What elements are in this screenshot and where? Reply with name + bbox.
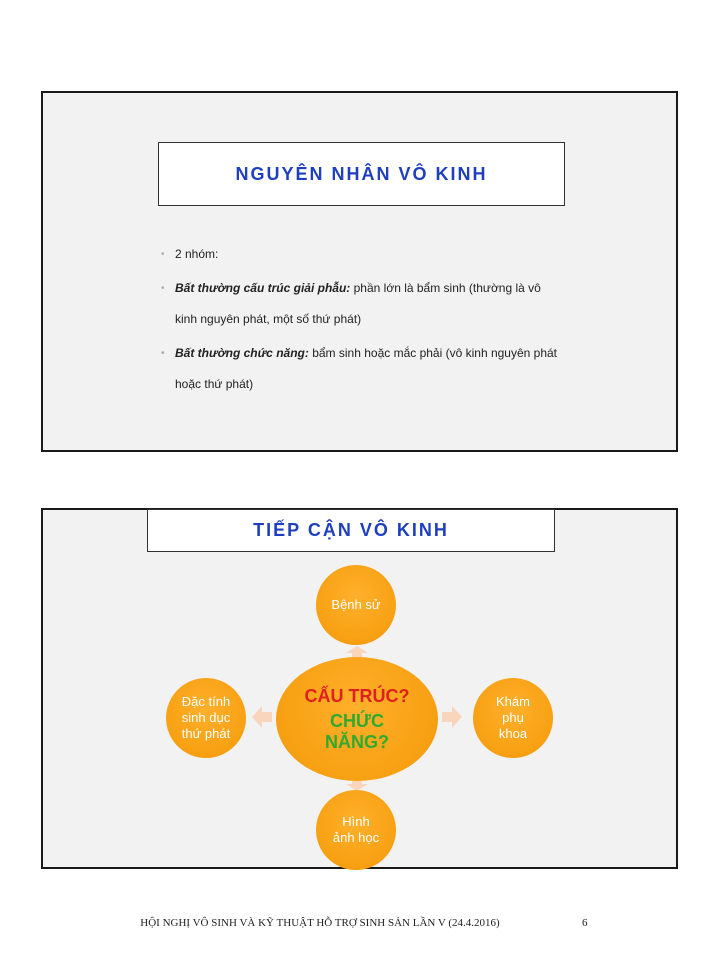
bullet-item (161, 239, 561, 270)
center-node (276, 657, 438, 781)
node-kham-phu-khoa (473, 678, 553, 758)
center-line-structure: CẤU TRÚC? (304, 685, 410, 706)
bullet-list (161, 239, 561, 400)
node-label: Đặc tính sinh dục thứ phát (181, 694, 231, 741)
bullet-text: bẩm sinh hoặc mắc phải (vô kinh nguyên phát hoặc thứ phát) (175, 346, 558, 391)
arrow-right-icon (442, 706, 462, 728)
node-dac-tinh (166, 678, 246, 758)
page-number: 6 (582, 917, 588, 929)
arrow-left-icon (252, 706, 272, 728)
node-label: Bệnh sử (331, 597, 381, 612)
bullet-bold: Bất thường chức năng: (175, 346, 309, 360)
bullet-icon: • (161, 283, 165, 294)
bullet-text: 2 nhóm: (175, 247, 219, 261)
bullet-icon: • (161, 249, 165, 260)
bullet-bold: Bất thường cấu trúc giải phẫu: (175, 281, 351, 295)
center-line-function: CHỨC NĂNG? (325, 710, 389, 752)
bullet-item (161, 273, 561, 335)
node-benh-su (316, 565, 396, 645)
slide-title: TIẾP CẬN VÔ KINH (147, 509, 555, 552)
node-hinh-anh-hoc (316, 790, 396, 870)
node-label: Hình ảnh học (332, 814, 380, 845)
bullet-item (161, 338, 561, 400)
node-label: Khám phụ khoa (496, 694, 530, 741)
slide-title: NGUYÊN NHÂN VÔ KINH (158, 142, 565, 206)
bullet-icon: • (161, 348, 165, 359)
bullet-text: phần lớn là bẩm sinh (thường là vô kinh nguyên phát, một số thứ phát) (175, 281, 541, 326)
footer-text: HỘI NGHỊ VÔ SINH VÀ KỸ THUẬT HỖ TRỢ SINH SẢN LẦN V (24.4.2016) (140, 917, 500, 929)
slide-nguyen-nhan (41, 91, 678, 452)
slide-tiep-can (41, 508, 678, 869)
